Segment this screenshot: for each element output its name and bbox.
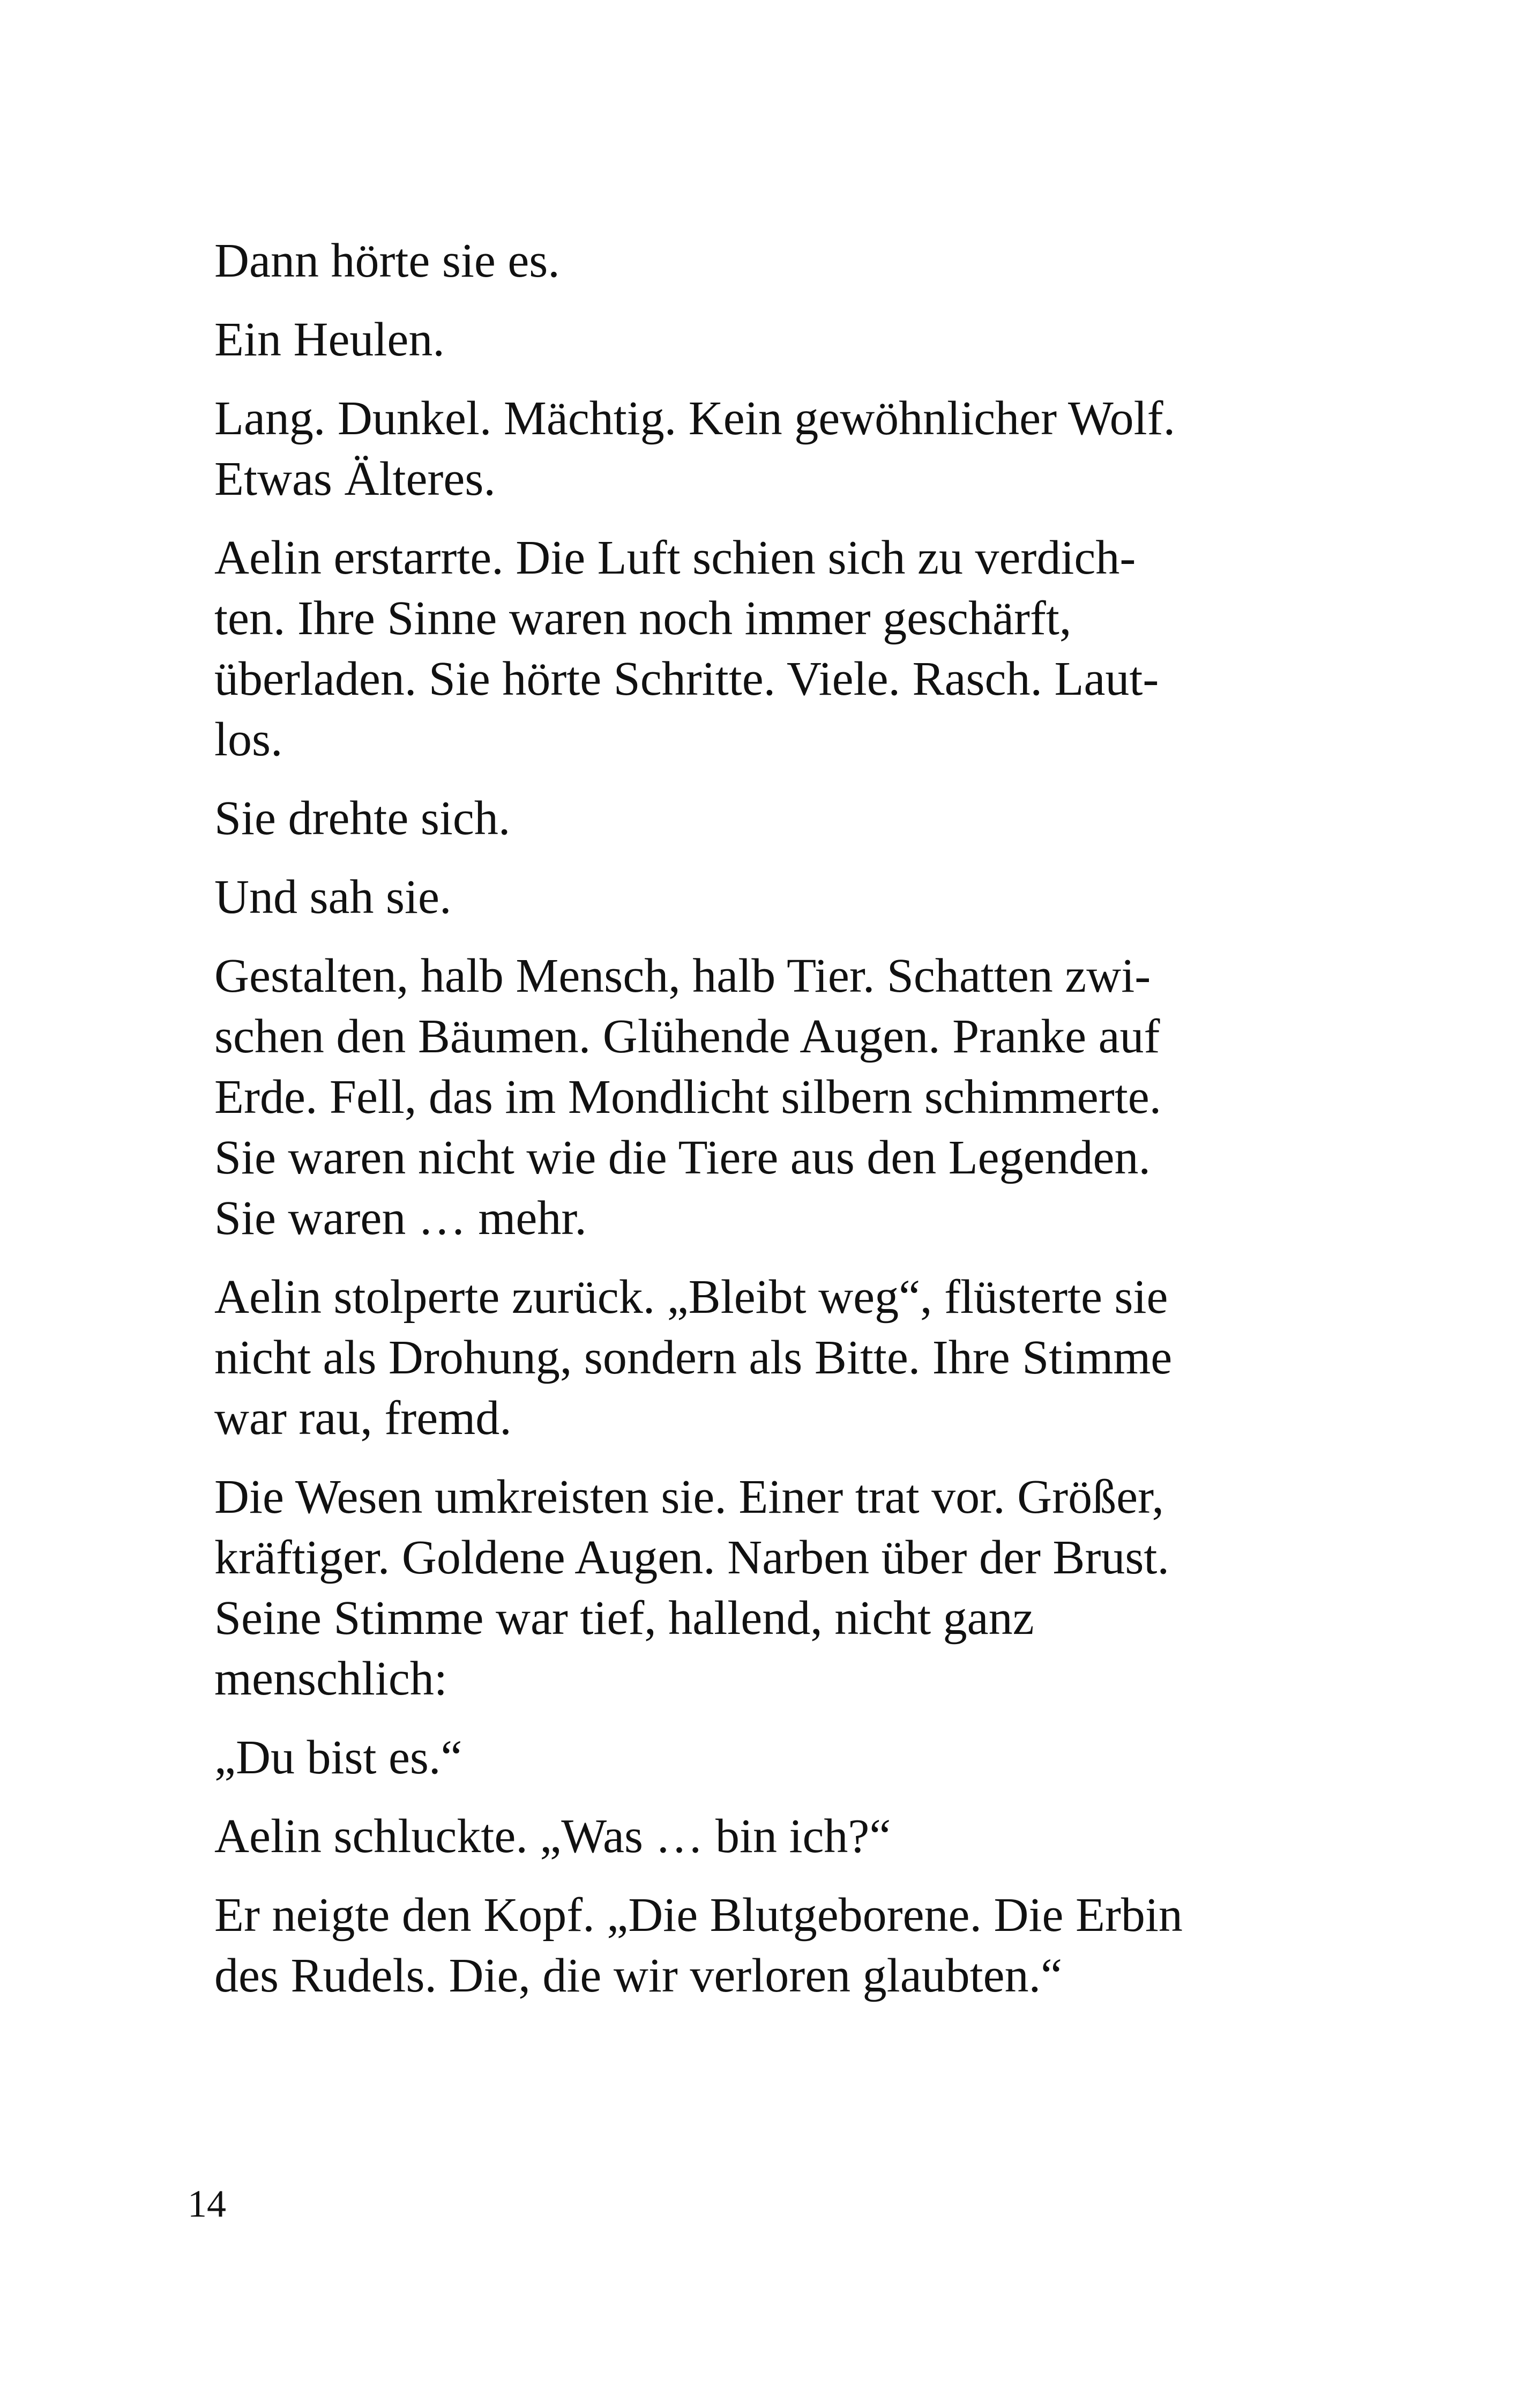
text-line: nicht als Drohung, sondern als Bitte. Ihre Stimme [214,1331,1173,1384]
text-line: „Du bist es.“ [214,1731,462,1784]
paragraph [214,867,1313,927]
text-line: Lang. Dunkel. Mächtig. Kein gewöhnlicher Wolf. [214,392,1176,445]
text-line: Gestalten, halb Mensch, halb Tier. Schatten zwi- [214,949,1151,1002]
text-line: ten. Ihre Sinne waren noch immer geschärft, [214,592,1072,645]
text-line: war rau, fremd. [214,1392,512,1445]
text-line: Er neigte den Kopf. „Die Blutgeborene. Die Erbin [214,1889,1183,1942]
paragraph [214,1806,1313,1867]
text-line: Aelin schluckte. „Was … bin ich?“ [214,1810,891,1863]
paragraph [214,309,1313,370]
text-line: Die Wesen umkreisten sie. Einer trat vor. Größer, [214,1470,1164,1523]
paragraph [214,527,1313,770]
text-line: los. [214,713,283,766]
paragraph [214,1467,1313,1709]
paragraph [214,788,1313,849]
paragraph [214,231,1313,291]
paragraph [214,1267,1313,1448]
text-line: Sie waren … mehr. [214,1192,587,1245]
text-line: Sie drehte sich. [214,792,511,845]
paragraph [214,1885,1313,2006]
text-line: Aelin erstarrte. Die Luft schien sich zu verdich- [214,531,1136,584]
text-line: Und sah sie. [214,871,452,924]
text-line: schen den Bäumen. Glühende Augen. Pranke auf [214,1010,1160,1063]
text-line: Erde. Fell, das im Mondlicht silbern schimmerte. [214,1071,1162,1124]
text-line: Sie waren nicht wie die Tiere aus den Legenden. [214,1131,1151,1184]
text-line: des Rudels. Die, die wir verloren glaubten.“ [214,1949,1063,2002]
body-text [214,231,1313,2024]
text-line: Dann hörte sie es. [214,234,560,287]
paragraph [214,1727,1313,1788]
text-line: Ein Heulen. [214,313,445,366]
text-line: Seine Stimme war tief, hallend, nicht ganz [214,1592,1034,1645]
text-line: Etwas Älteres. [214,452,496,506]
page-number: 14 [188,2182,226,2225]
text-line: kräftiger. Goldene Augen. Narben über der Brust. [214,1531,1169,1584]
paragraph [214,946,1313,1248]
text-line: Aelin stolperte zurück. „Bleibt weg“, flüsterte sie [214,1270,1168,1324]
text-line: menschlich: [214,1652,447,1705]
paragraph [214,388,1313,509]
text-line: überladen. Sie hörte Schritte. Viele. Rasch. Laut- [214,652,1159,705]
